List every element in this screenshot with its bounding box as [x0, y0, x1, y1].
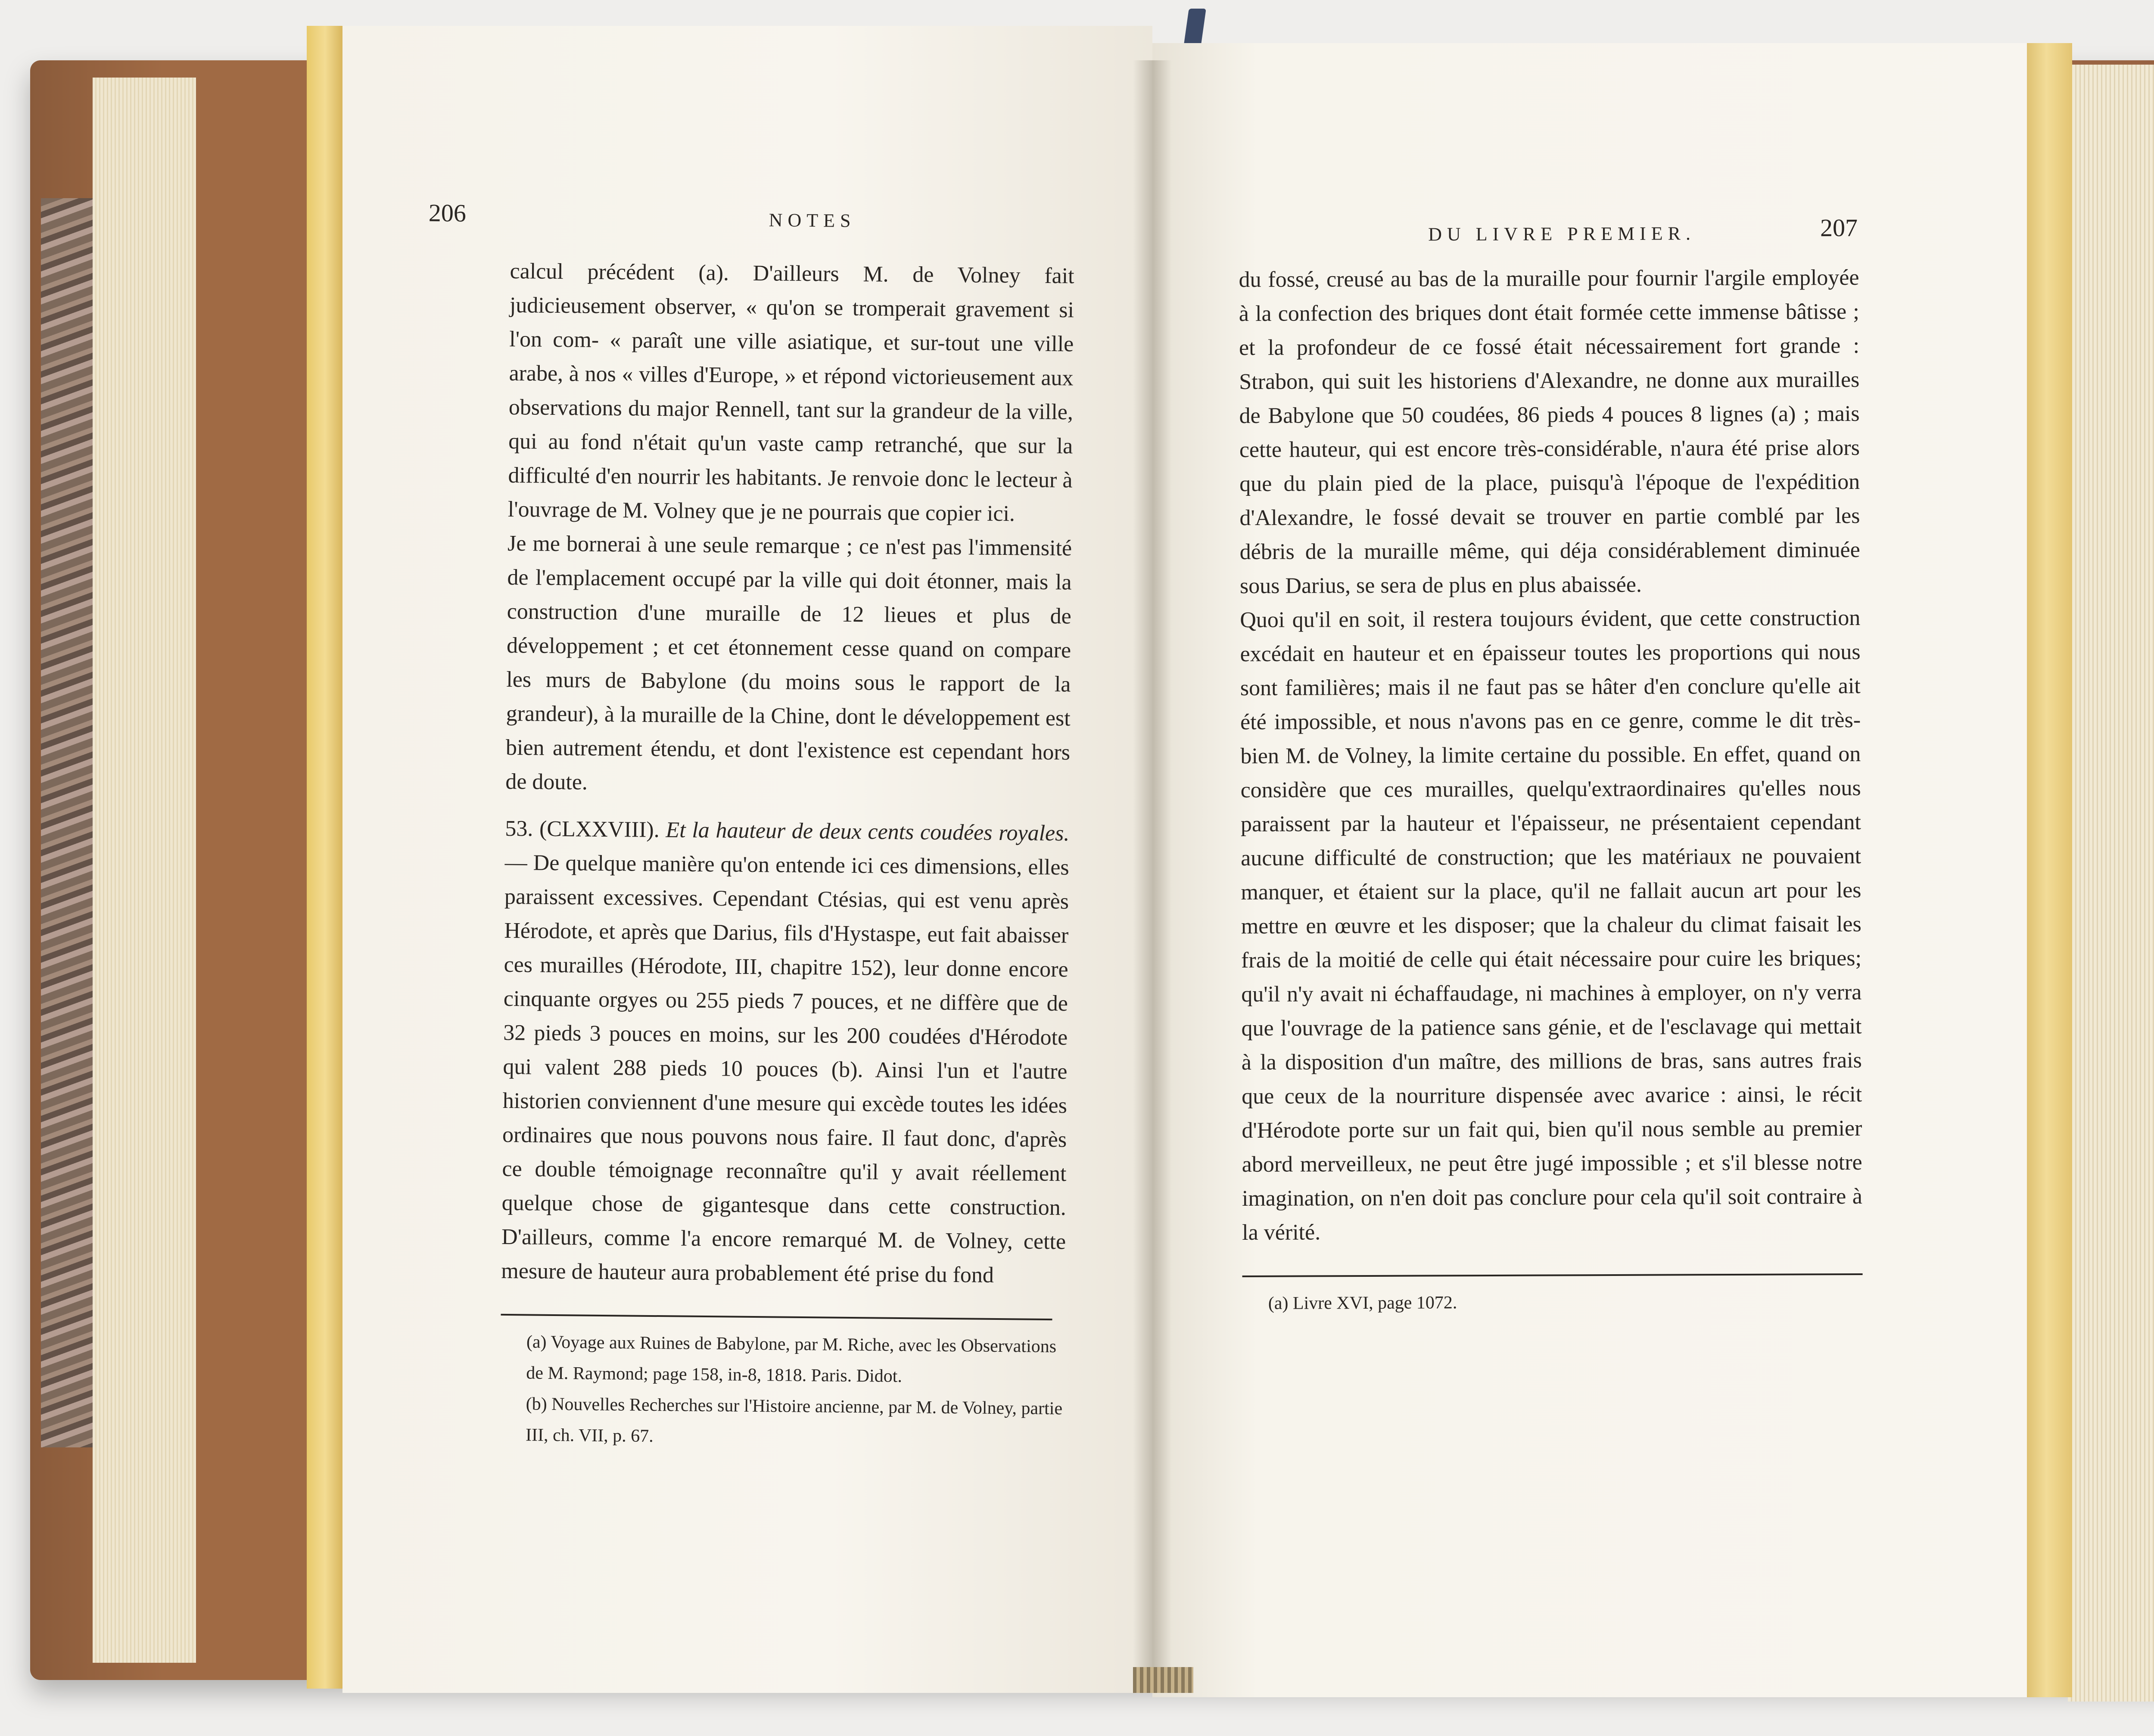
left-page	[342, 26, 1152, 1693]
page-edges-right	[2068, 65, 2154, 1702]
right-paragraph-1: du fossé, creusé au bas de la muraille pour fournir l'argile employée à la confection des briques dont était formée cette immense bâtisse ; et la profondeur de ce fossé était nécessairement fort grande : Strabon, qui suit les historiens d'Alexandre, ne donne aux murailles de Babylone que 50 coudées, 86 pieds 4 pouces 8 lignes (a) ; mais cette hauteur, qui est encore très-considérable, n'aura été prise alors que du plain pied de la place, puisqu'à l'époque de l'expédition d'Alexandre, le fossé devait se trouver en partie comblé par les débris de la muraille même, qui déja considérablement diminuée sous Darius, se sera de plus en plus abaissée.	[1239, 265, 1860, 598]
right-page	[1152, 43, 2027, 1697]
left-body	[501, 207, 1075, 1293]
marbled-board-left	[41, 198, 93, 1447]
gilt-edge-right	[2020, 43, 2072, 1697]
note-quote: Et la hauteur de deux cents coudées royales.	[666, 818, 1070, 846]
footnote-a-right: (a) Livre XVI, page 1072.	[1268, 1293, 1457, 1313]
running-head-left: NOTES	[769, 209, 856, 231]
spine-headband	[1133, 1667, 1193, 1693]
book-gutter-shadow	[1133, 60, 1172, 1689]
left-paragraph-3	[501, 812, 1070, 1293]
right-paragraph-2: Quoi qu'il en soit, il restera toujours évident, que cette construction excédait en hauteur et en épaisseur toutes les proportions qui nous sont familières; mais il ne faut pas se hâter d'en conclure qu'elle ait été impossible, et nous n'avons pas en ce genre, comme le dit très-bien M. de Volney, la limite certaine du possible. En effet, quand on considère que ces murailles, quelqu'extraordinaires qu'elles nous paraissent par la hauteur et l'épaisseur, ne présentaient cependant aucune difficulté de construction; que les matériaux ne pouvaient manquer, et étaient sur la place, qu'il ne fallait aucun art pour les mettre en œuvre et les disposer; que la chaleur du climat faisait les frais de la moitié de celle qui était nécessaire pour cuire les briques; qu'il n'y avait ni échaffaudage, ni machines à employer, on n'y verra que l'ouvrage de la patience sans génie, et de l'esclavage qui mettait à la disposition d'un maître, des millions de bras, sans autres frais que ceux de la nourriture dispensée avec avarice : ainsi, le récit d'Hérodote porte sur un fait qui, bien qu'il nous semble au premier abord merveilleux, ne peut être jugé impossible ; et s'il blesse notre imagination, on n'en doit pas conclure pour cela qu'il soit contraire à la vérité.	[1240, 605, 1863, 1245]
note-body: — De quelque manière qu'on entende ici ces dimensions, elles paraissent excessives. Cependant Ctésias, qui est venu après Hérodote, et après que Darius, fils d'Hystaspe, eut fait abaisser ces murailles (Hérodote, III, chapitre 152), leur donne encore cinquante orgyes ou 255 pieds 7 pouces, et ne diffère que de 32 pieds 3 pouces en moins, sur les 200 coudées d'Hérodote qui valent 288 pieds 10 pouces (b). Ainsi l'un et l'autre historien conviennent d'une mesure qui excède toutes les idées ordinaires que nous pouvons nous faire. Il faut donc, d'après ce double témoignage reconnaître qu'il y avait réellement quelque chose de gigantesque dans cette construction. D'ailleurs, comme l'a encore remarqué M. de Volney, cette mesure de hauteur aura probablement été prise du fond	[501, 850, 1069, 1288]
page-edges-left	[93, 78, 196, 1663]
left-paragraph-1: calcul précédent (a). D'ailleurs M. de Volney fait judicieusement observer, « qu'on se tromperait gravement si l'on com- « paraît une ville asiatique, et sur-tout une ville arabe, à nos « villes d'Europe, » et répond victorieusement aux observations du major Rennell, tant sur la grandeur de la ville, qui au fond n'était qu'un vaste camp retranché, que sur la difficulté d'en nourrir les habitants. Je renvoie donc le lecteur à l'ouvrage de M. Volney que je ne pourrais que copier ici.	[507, 258, 1074, 526]
footnote-rule-left	[501, 1314, 1052, 1320]
note-number: 53. (CLXXVIII).	[505, 816, 660, 843]
footnote-a-left: (a) Voyage aux Ruines de Babylone, par M. Riche, avec les Observations de M. Raymond; page 158, in-8, 1818. Paris. Didot.	[526, 1332, 1057, 1387]
footnotes-left	[500, 1326, 1065, 1455]
footnote-b-left: (b) Nouvelles Recherches sur l'Histoire ancienne, par M. de Volney, partie III, ch. VII, p. 67.	[525, 1394, 1063, 1447]
running-head-right: DU LIVRE PREMIER.	[1428, 223, 1696, 245]
page-number-right: 207	[1820, 213, 1858, 242]
gilt-edge-left	[307, 26, 343, 1689]
footnotes-right	[1242, 1286, 1863, 1319]
left-paragraph-2: Je me bornerai à une seule remarque ; ce n'est pas l'immensité de l'emplacement occupé par la ville qui doit étonner, mais la construction d'une muraille de 12 lieues et plus de développement ; et cet étonnement cesse quand on compare les murs de Babylone (du moins sous le rapport de la grandeur), à la muraille de la Chine, dont le développement est bien autrement étendu, et dont l'existence est cependant hors de doute.	[505, 531, 1072, 795]
left-page-text	[428, 199, 1075, 1455]
right-page-text	[1239, 213, 1863, 1319]
page-number-left: 206	[428, 199, 467, 227]
footnote-rule-right	[1242, 1273, 1863, 1277]
right-body	[1239, 213, 1862, 1250]
